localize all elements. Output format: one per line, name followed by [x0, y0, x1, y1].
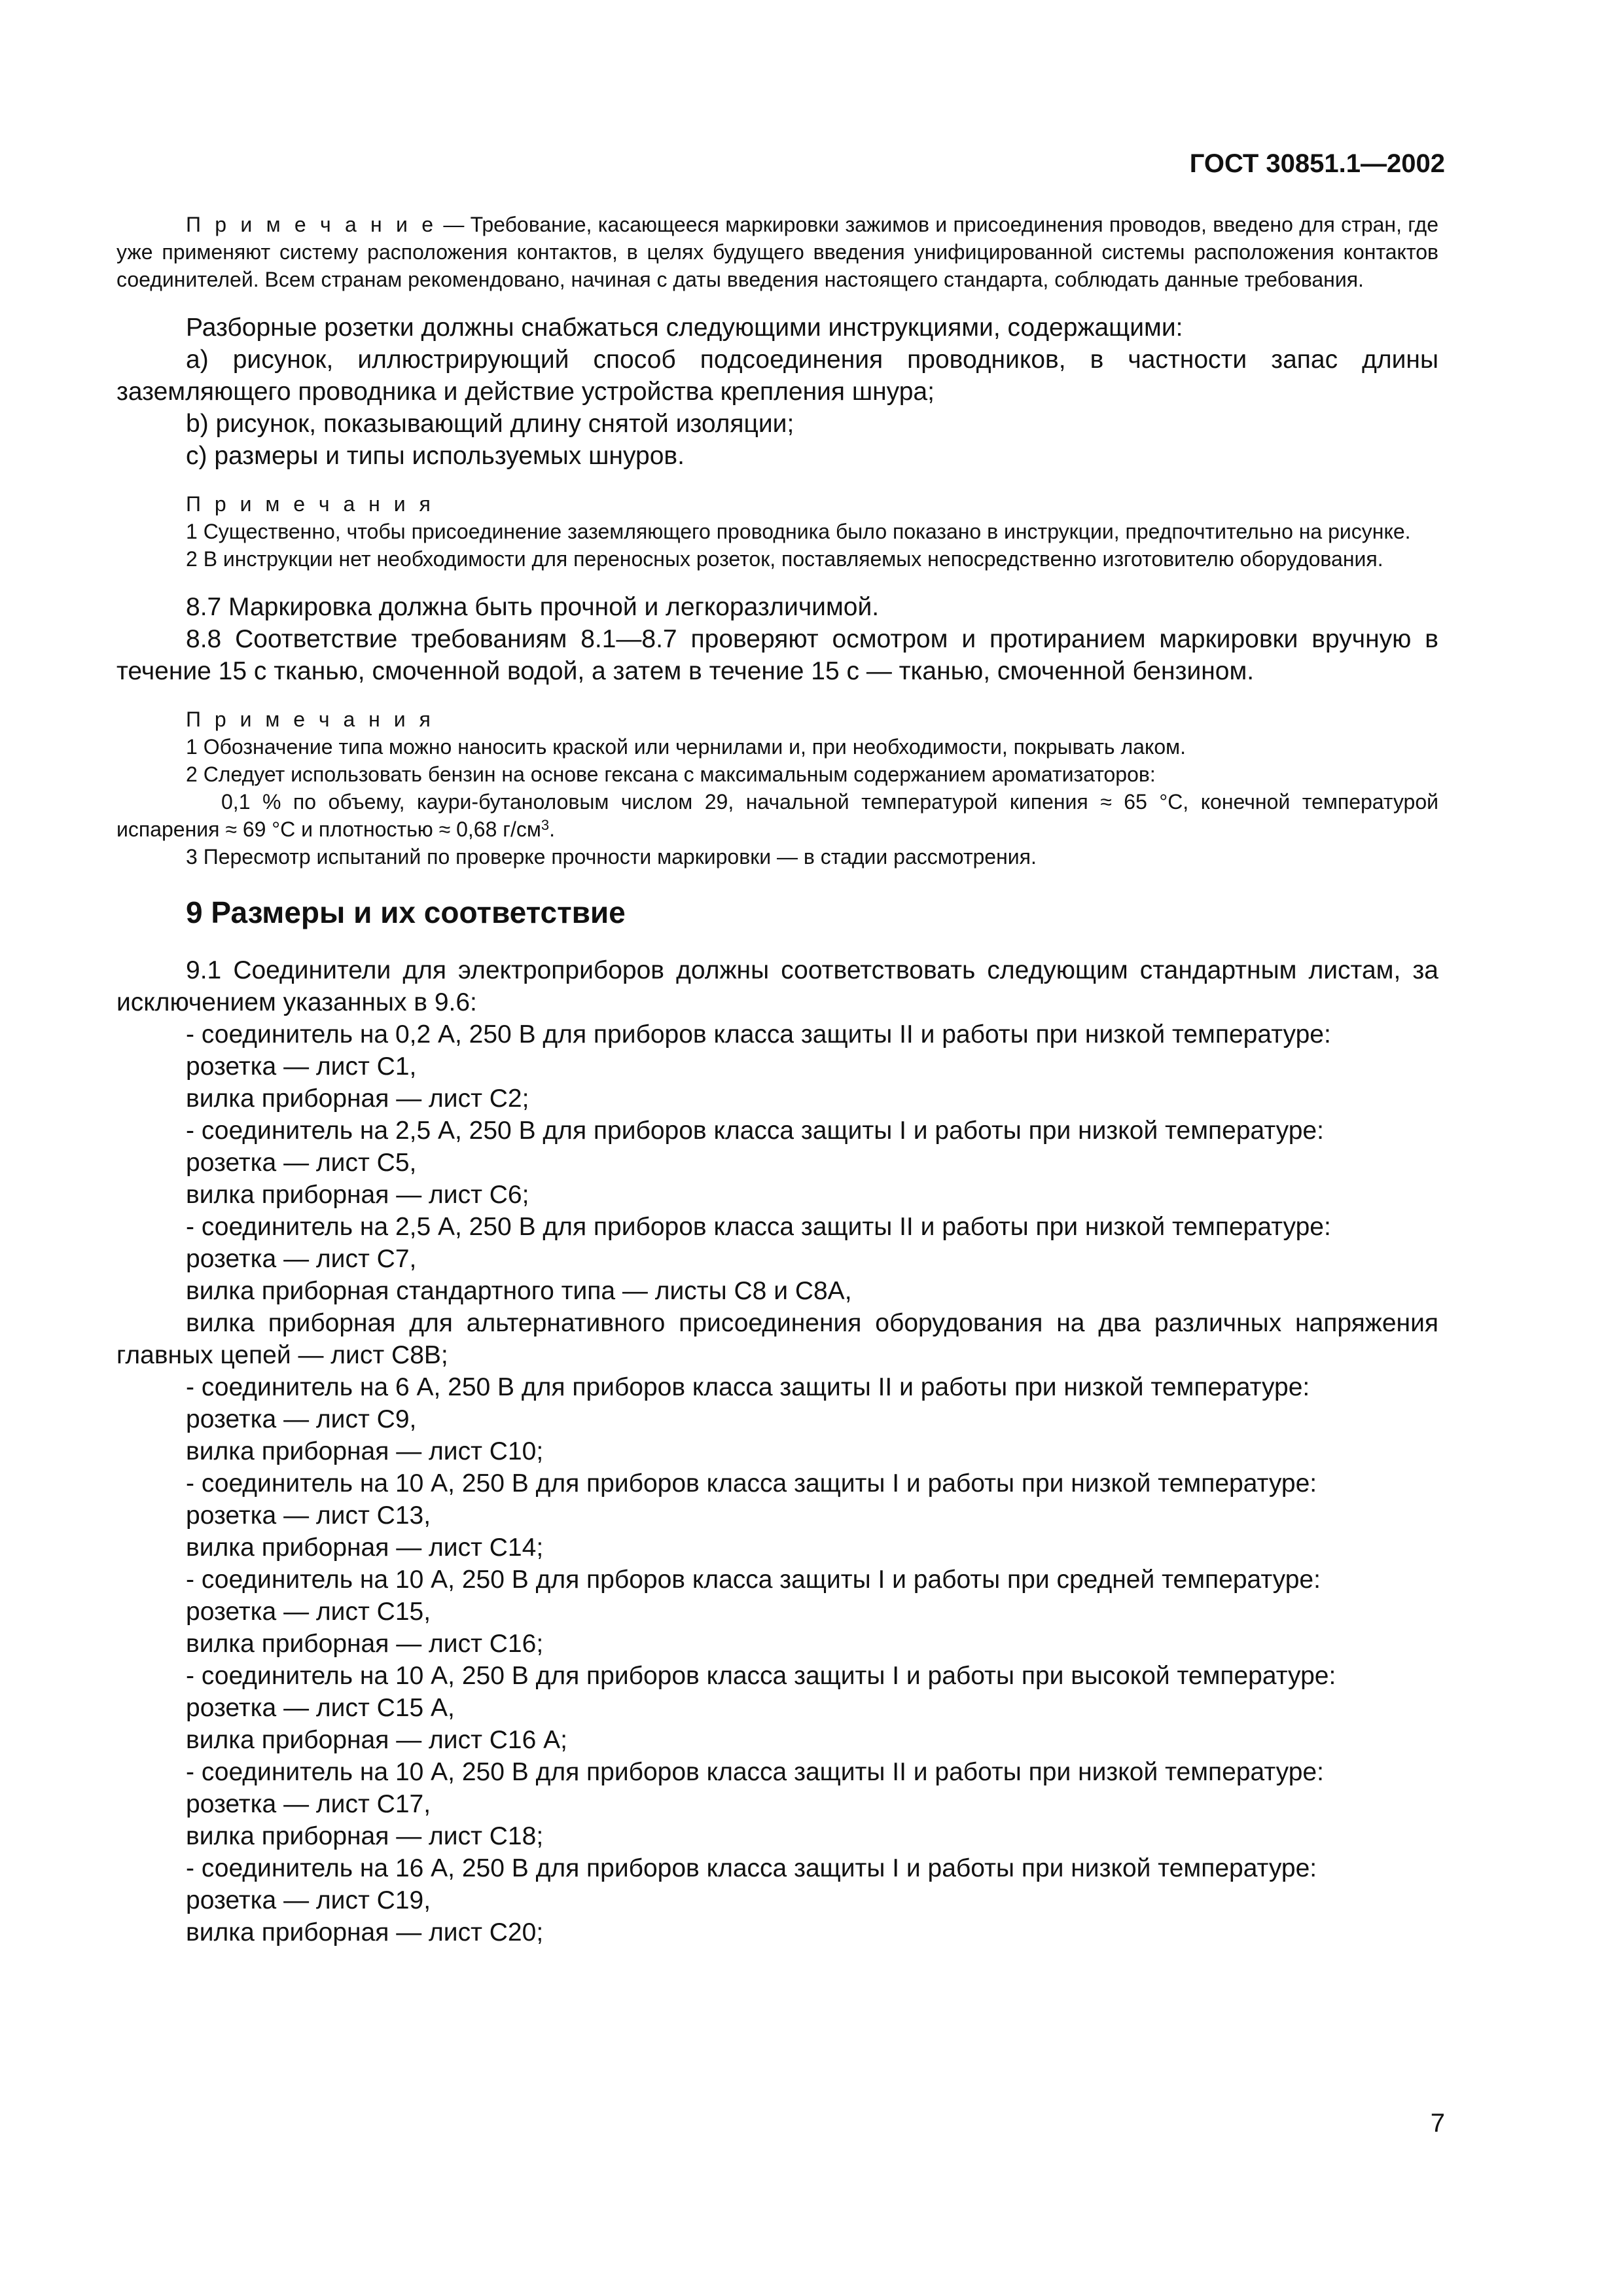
notes-label: П р и м е ч а н и я	[186, 492, 435, 516]
sheet-reference: розетка — лист С15 А,	[186, 1694, 455, 1722]
page-content	[116, 211, 1438, 1948]
page-number: 7	[1430, 2109, 1445, 2138]
sheet-reference: вилка приборная — лист С18;	[186, 1822, 544, 1850]
section-9-body	[116, 954, 1438, 1948]
document-id-header: ГОСТ 30851.1—2002	[1189, 149, 1445, 178]
note-item: 3 Пересмотр испытаний по проверке прочности маркировки — в стадии рассмотрения.	[186, 845, 1037, 869]
sheet-reference: розетка — лист С9,	[186, 1405, 417, 1433]
note-text: — Требование, касающееся маркировки зажимов и присоединения проводов, введено для стран, где уже применяют систему расположения контактов, в целях будущего введения унифицированной системы расположения контактов соединителей. Всем странам рекомендовано, начиная с даты введения настоящего стандарта, соблюдать данные требования.	[116, 213, 1439, 291]
note-paragraph	[116, 211, 1438, 293]
notes-block-2	[116, 706, 1438, 870]
sheet-reference: розетка — лист С13,	[186, 1501, 431, 1530]
connector-item: - соединитель на 0,2 А, 250 В для приборов класса защиты II и работы при низкой температуре:	[186, 1020, 1331, 1049]
instructions-intro: Разборные розетки должны снабжаться следующими инструкциями, содержащими:	[186, 314, 1183, 342]
instructions-block	[116, 312, 1438, 472]
sheet-reference: вилка приборная — лист С14;	[186, 1534, 544, 1562]
connector-item: - соединитель на 10 А, 250 В для прборов класса защиты I и работы при средней температуре:	[186, 1566, 1321, 1594]
note-item: 2 Следует использовать бензин на основе гексана с максимальным содержанием ароматизаторов:	[186, 762, 1156, 786]
connector-item: - соединитель на 16 А, 250 В для приборов класса защиты I и работы при низкой температуре:	[186, 1854, 1317, 1882]
notes-label: П р и м е ч а н и я	[186, 708, 435, 731]
sheet-reference: розетка — лист С17,	[186, 1790, 431, 1818]
sheet-reference: розетка — лист С19,	[186, 1886, 431, 1914]
connector-item: - соединитель на 10 А, 250 В для приборов класса защиты II и работы при низкой температуре:	[186, 1758, 1324, 1786]
sheet-reference: розетка — лист С7,	[186, 1245, 417, 1273]
sheet-reference: вилка приборная — лист С2;	[186, 1085, 529, 1113]
sheet-reference: розетка — лист С5,	[186, 1149, 417, 1177]
clause-8-7: 8.7 Маркировка должна быть прочной и легкоразличимой.	[186, 593, 880, 621]
clauses-block	[116, 591, 1438, 687]
instruction-item: c) размеры и типы используемых шнуров.	[186, 442, 685, 470]
connector-item: - соединитель на 10 А, 250 В для приборов класса защиты I и работы при высокой температуре:	[186, 1662, 1336, 1690]
instruction-item: b) рисунок, показывающий длину снятой изоляции;	[186, 410, 794, 438]
connector-item: - соединитель на 6 А, 250 В для приборов класса защиты II и работы при низкой температуре:	[186, 1373, 1310, 1401]
sheet-reference: розетка — лист С15,	[186, 1598, 431, 1626]
connector-item: - соединитель на 2,5 А, 250 В для приборов класса защиты II и работы при низкой температуре:	[186, 1213, 1331, 1241]
sheet-reference: розетка — лист С1,	[186, 1052, 417, 1081]
sheet-reference: вилка приборная — лист С16;	[186, 1630, 544, 1658]
sheet-reference: вилка приборная — лист С20;	[186, 1918, 544, 1946]
note-item-continuation: 0,1 % по объему, каури-бутаноловым числом 29, начальной температурой кипения ≈ 65 °C, конечной температурой испарения ≈ 69 °C и плотностью ≈ 0,68 $г/см^3$.	[116, 790, 1438, 841]
note-item: 2 В инструкции нет необходимости для переносных розеток, поставляемых непосредственно изготовителю оборудования.	[186, 547, 1383, 571]
sheet-reference: вилка приборная — лист С16 А;	[186, 1726, 568, 1754]
note-item: 1 Существенно, чтобы присоединение заземляющего проводника было показано в инструкции, предпочтительно на рисунке.	[186, 520, 1411, 543]
sheet-reference: вилка приборная — лист С6;	[186, 1181, 529, 1209]
section-heading: 9 Размеры и их соответствие	[186, 895, 626, 929]
clause-8-8: 8.8 Соответствие требованиям 8.1—8.7 проверяют осмотром и протиранием маркировки вручную в течение 15 с тканью, смоченной водой, а затем в течение 15 с — тканью, смоченной бензином.	[116, 625, 1438, 685]
note-item: 1 Обозначение типа можно наносить краской или чернилами и, при необходимости, покрывать лаком.	[186, 735, 1186, 759]
superscript: 3	[541, 817, 550, 833]
standard-sheets-list	[116, 1018, 1438, 1948]
sheet-reference: вилка приборная — лист С10;	[186, 1437, 544, 1465]
sheet-reference: вилка приборная стандартного типа — листы С8 и С8А,	[186, 1277, 852, 1305]
sheet-reference: вилка приборная для альтернативного присоединения оборудования на два различных напряжения главных цепей — лист С8В;	[116, 1309, 1438, 1369]
connector-item: - соединитель на 10 А, 250 В для приборов класса защиты I и работы при низкой температуре:	[186, 1469, 1317, 1498]
connector-item: - соединитель на 2,5 А, 250 В для приборов класса защиты I и работы при низкой температуре:	[186, 1117, 1324, 1145]
note-label: П р и м е ч а н и е	[186, 213, 438, 236]
clause-9-1: 9.1 Соединители для электроприборов должны соответствовать следующим стандартным листам, за исключением указанных в 9.6:	[116, 956, 1438, 1016]
notes-block	[116, 490, 1438, 573]
instruction-item: a) рисунок, иллюстрирующий способ подсоединения проводников, в частности запас длины заземляющего проводника и действие устройства крепления шнура;	[116, 346, 1438, 406]
